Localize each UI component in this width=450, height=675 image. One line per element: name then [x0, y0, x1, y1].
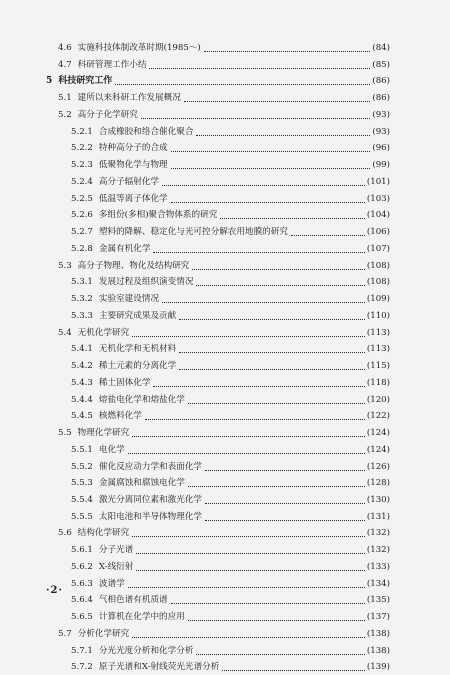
section-title: 科研管理工作小结 — [77, 59, 147, 70]
section-title: 高分子物理、物化及结构研究 — [77, 260, 190, 271]
dot-leader — [132, 335, 365, 337]
section-number: 5.6.1 — [71, 545, 93, 556]
page-reference: (139) — [366, 662, 390, 673]
page-reference: (86) — [372, 93, 390, 104]
section-number: 5.2.2 — [71, 143, 93, 154]
section-title: 波谱学 — [98, 578, 125, 589]
section-title: 原子光谱和X-射线荧光光谱分析 — [98, 662, 220, 673]
page-reference: (113) — [366, 344, 390, 355]
section-number: 5.4 — [58, 327, 72, 338]
dot-leader — [188, 485, 365, 487]
dot-leader — [205, 469, 365, 471]
section-number: 5.2.8 — [71, 243, 93, 254]
dot-leader — [132, 636, 365, 638]
page-reference: (134) — [366, 578, 390, 589]
page-reference: (130) — [366, 494, 390, 505]
section-number: 5.5.5 — [71, 511, 93, 522]
toc-entry — [71, 341, 390, 357]
page-reference: (138) — [366, 628, 390, 639]
page-reference: (96) — [372, 143, 390, 154]
toc-entry — [58, 40, 390, 56]
dot-leader — [196, 653, 364, 655]
section-title: 无机化学研究 — [77, 327, 130, 338]
section-title: 实验室建设情况 — [98, 294, 160, 305]
toc-entry — [71, 509, 390, 525]
dot-leader — [136, 552, 365, 554]
dot-leader — [205, 502, 365, 504]
section-title: 太阳电池和半导体物理化学 — [98, 511, 203, 522]
page-reference: (108) — [366, 260, 390, 271]
section-title: 稀土固体化学 — [98, 377, 151, 388]
section-number: 5.2.1 — [71, 126, 93, 137]
section-number: 5.5.2 — [71, 461, 93, 472]
section-number: 5.3.1 — [71, 277, 93, 288]
toc-entry — [71, 576, 390, 592]
section-title: 核燃料化学 — [98, 411, 142, 422]
section-title: 实施科技体制改革时期(1985～) — [77, 43, 201, 53]
dot-leader — [141, 117, 371, 119]
section-number: 5.4.5 — [71, 411, 93, 422]
page-reference: (110) — [366, 310, 390, 321]
section-title: 特种高分子的合成 — [98, 143, 168, 154]
dot-leader — [184, 100, 371, 102]
section-number: 5.6.4 — [71, 595, 93, 606]
toc-entry — [71, 643, 390, 659]
dot-leader — [179, 368, 365, 370]
page-reference: (131) — [366, 511, 390, 522]
dot-leader — [291, 234, 365, 236]
section-number: 5.2.5 — [71, 193, 93, 204]
section-title: 主要研究成果及贡献 — [98, 310, 177, 321]
toc-entry — [71, 274, 390, 290]
section-number: 5.5.3 — [71, 478, 93, 489]
toc-entry — [71, 157, 390, 173]
dot-leader — [192, 268, 364, 270]
dot-leader — [132, 535, 365, 537]
section-number: 5.4.3 — [71, 377, 93, 388]
section-number: 5.4.2 — [71, 361, 93, 372]
dot-leader — [179, 318, 365, 320]
section-number: 4.6 — [58, 43, 72, 53]
dot-leader — [128, 586, 365, 588]
section-number: 5.6.5 — [71, 612, 93, 623]
page-reference: (124) — [366, 444, 390, 455]
section-title: 分光光度分析和化学分析 — [98, 645, 194, 656]
toc-entry — [58, 107, 390, 123]
dot-leader — [205, 519, 365, 521]
dot-leader — [179, 351, 365, 353]
section-number: 5.5.4 — [71, 494, 93, 505]
toc-entry — [58, 57, 390, 73]
page-reference: (133) — [366, 561, 390, 572]
dot-leader — [149, 67, 370, 69]
section-title: 高分子辐射化学 — [98, 176, 160, 187]
section-title: 塑料的降解、稳定化与光可控分解农用地膜的研究 — [98, 227, 288, 238]
page-reference: (108) — [366, 277, 390, 288]
page-reference: (135) — [366, 595, 390, 606]
section-title: 电化学 — [98, 444, 125, 455]
section-number: 5.5 — [58, 428, 72, 439]
dot-leader — [162, 184, 365, 186]
section-number: 5.3 — [58, 260, 72, 271]
toc-entry — [71, 459, 390, 475]
section-number: 5.6.3 — [71, 578, 93, 589]
section-number: 5.7.2 — [71, 662, 93, 673]
page-reference: (137) — [366, 612, 390, 623]
dot-leader — [115, 83, 370, 85]
dot-leader — [171, 201, 365, 203]
section-number: 5.6.2 — [71, 561, 93, 572]
toc-entry — [58, 626, 390, 642]
page-reference: (132) — [366, 545, 390, 556]
dot-leader — [153, 251, 364, 253]
section-number: 5.2 — [58, 109, 72, 120]
dot-leader — [188, 619, 365, 621]
section-title: X-线衍射 — [98, 561, 134, 572]
section-title: 合成橡胶和络合催化聚合 — [98, 126, 194, 137]
page-reference: (85) — [372, 59, 390, 70]
dot-leader — [204, 50, 371, 52]
page-reference: (128) — [366, 478, 390, 489]
section-number: 5.4.1 — [71, 344, 93, 355]
page-reference: (103) — [366, 193, 390, 204]
section-number: 5.7 — [58, 628, 72, 639]
section-title: 稀土元素的分离化学 — [98, 361, 177, 372]
toc-entry — [71, 659, 390, 675]
dot-leader — [171, 150, 371, 152]
section-title: 建所以来科研工作发展概况 — [77, 93, 181, 104]
toc-entry — [71, 308, 390, 324]
section-number: 5.6 — [58, 528, 72, 539]
page-reference: (99) — [372, 160, 390, 171]
page-reference: (93) — [372, 126, 390, 137]
section-title: 低温等离子体化学 — [98, 193, 168, 204]
toc-entry — [71, 140, 390, 156]
section-number: 5.1 — [58, 93, 72, 104]
toc-entry — [71, 592, 390, 608]
toc-entry — [71, 475, 390, 491]
section-title: 发展过程及组织演变情况 — [98, 277, 194, 288]
toc-entry — [58, 525, 390, 541]
section-title: 催化反应动力学和表面化学 — [98, 461, 203, 472]
page-reference: (106) — [366, 227, 390, 238]
section-title: 分析化学研究 — [77, 628, 130, 639]
toc-entry — [58, 90, 390, 106]
toc-entry — [71, 174, 390, 190]
dot-leader — [132, 435, 365, 437]
dot-leader — [222, 669, 365, 671]
toc-entry — [71, 375, 390, 391]
section-number: 5.4.4 — [71, 394, 93, 405]
page-reference: (101) — [366, 176, 390, 187]
dot-leader — [136, 569, 365, 571]
toc-entry — [71, 559, 390, 575]
dot-leader — [162, 301, 365, 303]
page-reference: (115) — [366, 361, 390, 372]
section-title: 分子光谱 — [98, 545, 134, 556]
dot-leader — [171, 167, 371, 169]
toc-entry — [71, 609, 390, 625]
toc-entry — [71, 124, 390, 140]
page-reference: (138) — [366, 645, 390, 656]
toc-entry — [46, 73, 390, 89]
toc-entry — [71, 358, 390, 374]
section-number: 5.3.3 — [71, 310, 93, 321]
section-title: 激光分离同位素和激光化学 — [98, 494, 203, 505]
dot-leader — [128, 452, 365, 454]
section-title: 金属腐蚀和腐蚀电化学 — [98, 478, 185, 489]
toc-entry — [71, 442, 390, 458]
toc-entry — [71, 542, 390, 558]
toc-entry — [58, 325, 390, 341]
toc-entry — [71, 241, 390, 257]
dot-leader — [196, 134, 370, 136]
section-number: 5.7.1 — [71, 645, 93, 656]
page-reference: (113) — [366, 327, 390, 338]
page-reference: (86) — [372, 76, 390, 87]
section-number: 5.2.6 — [71, 210, 93, 221]
section-title: 低聚物化学与物理 — [98, 160, 168, 171]
section-number: 5.5.1 — [71, 444, 93, 455]
page-reference: (118) — [366, 377, 390, 388]
page-number-footer: ·2· — [46, 585, 63, 596]
toc-entry — [58, 425, 390, 441]
dot-leader — [171, 602, 365, 604]
section-title: 气相色谱有机质谱 — [98, 595, 168, 606]
section-number: 5 — [46, 76, 53, 87]
dot-leader — [220, 217, 365, 219]
section-number: 4.7 — [58, 59, 72, 70]
section-title: 结构化学研究 — [77, 528, 130, 539]
dot-leader — [145, 418, 365, 420]
toc-entry — [71, 392, 390, 408]
section-number: 5.2.7 — [71, 227, 93, 238]
toc-entry — [71, 492, 390, 508]
page-reference: (107) — [366, 243, 390, 254]
dot-leader — [153, 385, 364, 387]
toc-entry — [71, 291, 390, 307]
section-title: 金属有机化学 — [98, 243, 151, 254]
section-title: 熔盐电化学和熔盐化学 — [98, 394, 185, 405]
page-reference: (122) — [366, 411, 390, 422]
page-reference: (104) — [366, 210, 390, 221]
toc-entry — [71, 191, 390, 207]
page-reference: (84) — [372, 43, 390, 53]
page-reference: (126) — [366, 461, 390, 472]
section-number: 5.2.4 — [71, 176, 93, 187]
page-reference: (93) — [372, 109, 390, 120]
toc-entry — [71, 224, 390, 240]
toc-entry — [58, 258, 390, 274]
toc-entry — [71, 408, 390, 424]
section-title: 高分子化学研究 — [77, 109, 138, 120]
section-title: 多组份(多相)聚合物体系的研究 — [98, 210, 218, 221]
page-reference: (132) — [366, 528, 390, 539]
toc-entry — [71, 207, 390, 223]
section-title: 科技研究工作 — [58, 76, 113, 87]
dot-leader — [196, 284, 364, 286]
section-title: 计算机在化学中的应用 — [98, 612, 185, 623]
dot-leader — [188, 402, 365, 404]
section-title: 物理化学研究 — [77, 428, 130, 439]
page-reference: (120) — [366, 394, 390, 405]
page-reference: (124) — [366, 428, 390, 439]
page-reference: (109) — [366, 294, 390, 305]
section-number: 5.3.2 — [71, 294, 93, 305]
section-title: 无机化学和无机材料 — [98, 344, 177, 355]
section-number: 5.2.3 — [71, 160, 93, 171]
